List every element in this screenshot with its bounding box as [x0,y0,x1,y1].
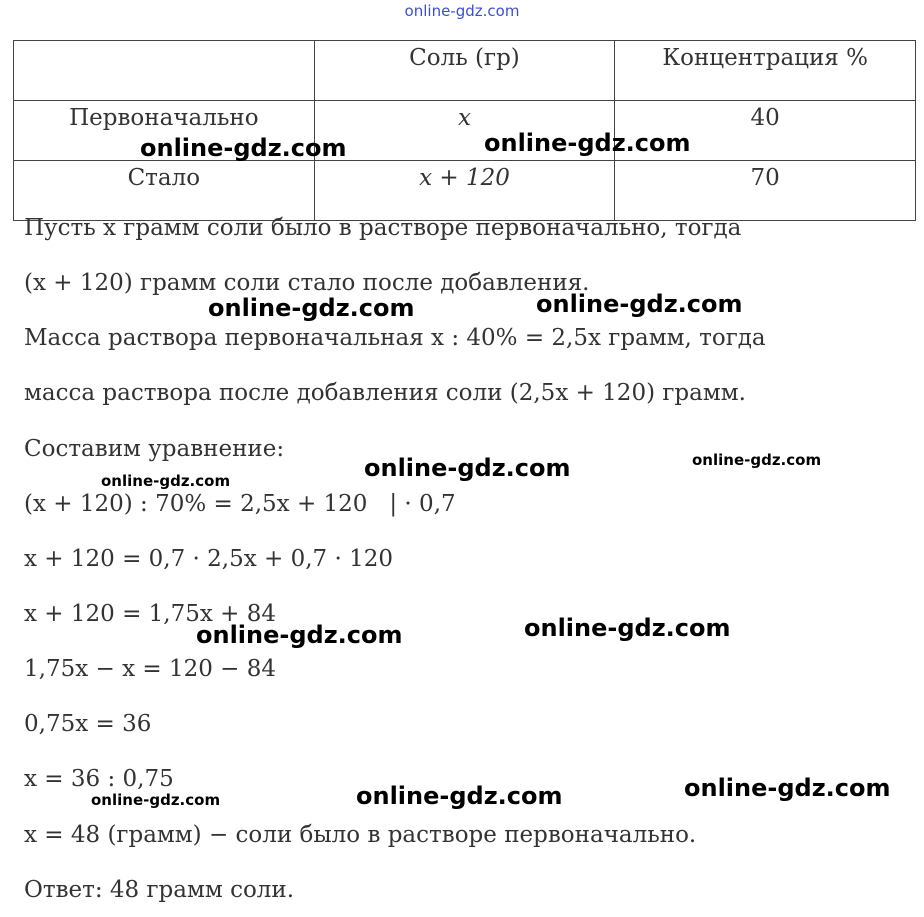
solution-line: Составим уравнение: [24,436,285,462]
solution-line: Пусть x грамм соли было в растворе первоначально, тогда [24,215,742,241]
equation-line: x = 36 : 0,75 [24,766,174,792]
watermark: online-gdz.com [140,134,347,162]
watermark: online-gdz.com [692,451,822,469]
equation-line: 1,75x − x = 120 − 84 [24,656,277,682]
watermark: online-gdz.com [101,472,231,490]
salt-cell: x [314,101,615,161]
watermark: online-gdz.com [524,614,731,642]
equation-line: x + 120 = 0,7 · 2,5x + 0,7 · 120 [24,546,394,572]
concentration-cell: 70 [615,161,916,221]
watermark: online-gdz.com [364,454,571,482]
table-header-row [14,41,916,101]
watermark: online-gdz.com [196,621,403,649]
solution-line: масса раствора после добавления соли (2,5x + 120) грамм. [24,380,746,406]
site-mark[interactable]: online-gdz.com [404,2,520,20]
salt-cell: x + 120 [314,161,615,221]
solution-line: Масса раствора первоначальная x : 40% = 2,5x грамм, тогда [24,325,766,351]
table-header-cell [14,41,315,101]
equation-line: (x + 120) : 70% = 2,5x + 120 | · 0,7 [24,491,456,517]
watermark: online-gdz.com [536,290,743,318]
result-line: x = 48 (грамм) − соли было в растворе первоначально. [24,822,697,848]
data-table [13,40,916,221]
row-label: Первоначально [14,101,315,161]
watermark: online-gdz.com [91,791,221,809]
answer-line: Ответ: 48 грамм соли. [24,877,295,903]
table-header-cell: Концентрация % [615,41,916,101]
watermark: online-gdz.com [684,774,891,802]
table-row [14,161,916,221]
watermark: online-gdz.com [356,782,563,810]
solution-line: (x + 120) грамм соли стало после добавления. [24,270,590,296]
watermark: online-gdz.com [208,294,415,322]
row-label: Стало [14,161,315,221]
watermark: online-gdz.com [484,129,691,157]
concentration-cell: 40 [615,101,916,161]
equation-line: 0,75x = 36 [24,711,152,737]
table-header-cell: Соль (гр) [314,41,615,101]
equation-line: x + 120 = 1,75x + 84 [24,601,277,627]
